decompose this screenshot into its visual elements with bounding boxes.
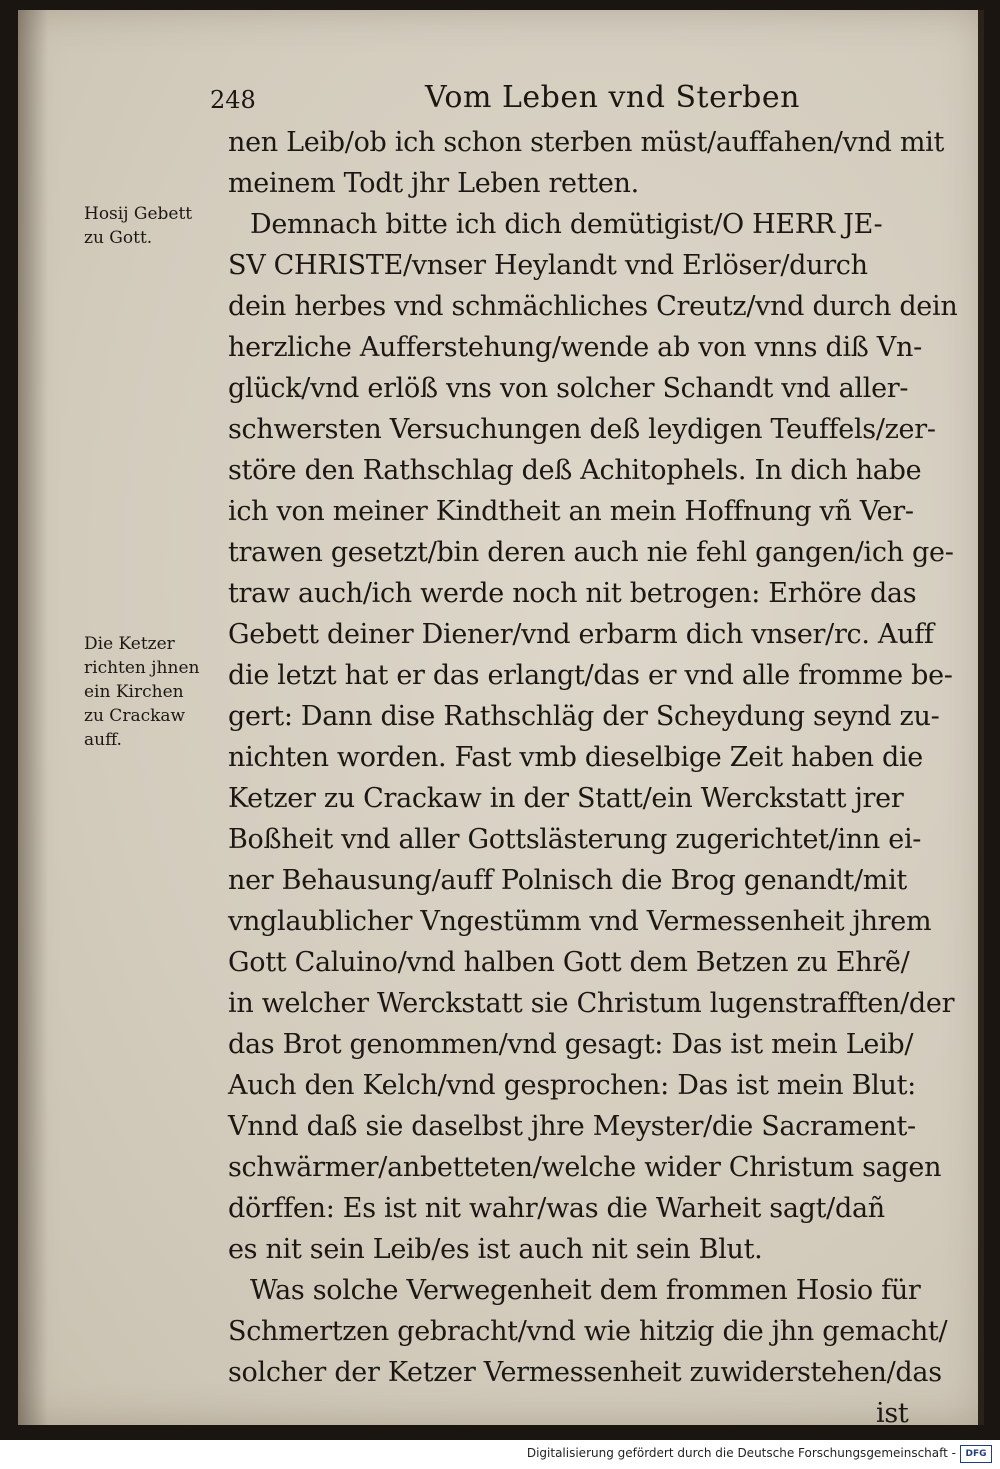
margin-note-prayer <box>84 202 224 250</box>
margin-note-line: ein Kirchen <box>84 682 184 702</box>
text-line: herzliche Aufferstehung/wende ab von vnns diß Vn- <box>228 332 922 363</box>
text-line: meinem Todt jhr Leben retten. <box>228 168 639 199</box>
running-head: Vom Leben vnd Sterben <box>425 80 800 115</box>
text-line: es nit sein Leib/es ist auch nit sein Blut. <box>228 1234 763 1265</box>
text-line: die letzt hat er das erlangt/das er vnd alle fromme be- <box>228 660 953 691</box>
margin-note-line: Hosij Gebett <box>84 204 193 224</box>
text-line: SV CHRISTE/vnser Heylandt vnd Erlöser/durch <box>228 250 868 281</box>
text-line: solcher der Ketzer Vermessenheit zuwiderstehen/das <box>228 1357 942 1388</box>
text-line: schwärmer/anbetteten/welche wider Christum sagen <box>228 1152 942 1183</box>
text-line: Vnnd daß sie daselbst jhre Meyster/die Sacrament- <box>228 1111 916 1142</box>
funding-credit: Digitalisierung gefördert durch die Deutsche Forschungsgemeinschaft - <box>526 1446 956 1460</box>
margin-note-line: zu Crackaw <box>84 706 186 726</box>
gutter-shadow <box>18 10 48 1425</box>
text-line: dörffen: Es ist nit wahr/was die Warheit sagt/dañ <box>228 1193 885 1224</box>
text-line: nen Leib/ob ich schon sterben müst/auffahen/vnd mit <box>228 127 945 158</box>
text-line: dein herbes vnd schmächliches Creutz/vnd durch dein <box>228 291 958 322</box>
footer-bar <box>0 1440 1000 1469</box>
text-line: ner Behausung/auff Polnisch die Brog genandt/mit <box>228 865 907 896</box>
text-line: ich von meiner Kindtheit an mein Hoffnung vñ Ver- <box>228 496 914 527</box>
text-line: Ketzer zu Crackaw in der Statt/ein Werckstatt jrer <box>228 783 904 814</box>
margin-note-line: auff. <box>84 730 122 750</box>
margin-note-line: zu Gott. <box>84 228 153 248</box>
page-edge <box>978 10 984 1425</box>
text-line: trawen gesetzt/bin deren auch nie fehl gangen/ich ge- <box>228 537 954 568</box>
text-line: Boßheit vnd aller Gottslästerung zugerichtet/inn ei- <box>228 824 922 855</box>
text-line: Gebett deiner Diener/vnd erbarm dich vnser/rc. Auff <box>228 619 934 650</box>
text-line: glück/vnd erlöß vns von solcher Schandt vnd aller- <box>228 373 909 404</box>
text-line: Demnach bitte ich dich demütigist/O HERR JE- <box>250 209 883 240</box>
margin-note-line: richten jhnen <box>84 658 200 678</box>
page-header <box>210 80 910 120</box>
text-line: vnglaublicher Vngestümm vnd Vermessenheit jhrem <box>228 906 932 937</box>
body-text <box>228 122 958 1434</box>
text-line: nichten worden. Fast vmb dieselbige Zeit haben die <box>228 742 923 773</box>
text-line: Schmertzen gebracht/vnd wie hitzig die jhn gemacht/ <box>228 1316 948 1347</box>
text-line: das Brot genommen/vnd gesagt: Das ist mein Leib/ <box>228 1029 914 1060</box>
text-line: gert: Dann dise Rathschläg der Scheydung seynd zu- <box>228 701 940 732</box>
catchword: ist <box>876 1398 909 1429</box>
text-line: traw auch/ich werde noch nit betrogen: Erhöre das <box>228 578 917 609</box>
text-line: schwersten Versuchungen deß leydigen Teuffels/zer- <box>228 414 936 445</box>
text-line: in welcher Werckstatt sie Christum lugenstrafften/der <box>228 988 955 1019</box>
text-line: Auch den Kelch/vnd gesprochen: Das ist mein Blut: <box>228 1070 916 1101</box>
margin-note-line: Die Ketzer <box>84 634 175 654</box>
dfg-logo: DFG <box>960 1445 992 1463</box>
text-line: störe den Rathschlag deß Achitophels. In dich habe <box>228 455 922 486</box>
margin-note-church <box>84 632 224 752</box>
text-line: Was solche Verwegenheit dem frommen Hosio für <box>250 1275 921 1306</box>
text-line: Gott Caluino/vnd halben Gott dem Betzen zu Ehrẽ/ <box>228 947 910 978</box>
page-number: 248 <box>210 86 256 114</box>
